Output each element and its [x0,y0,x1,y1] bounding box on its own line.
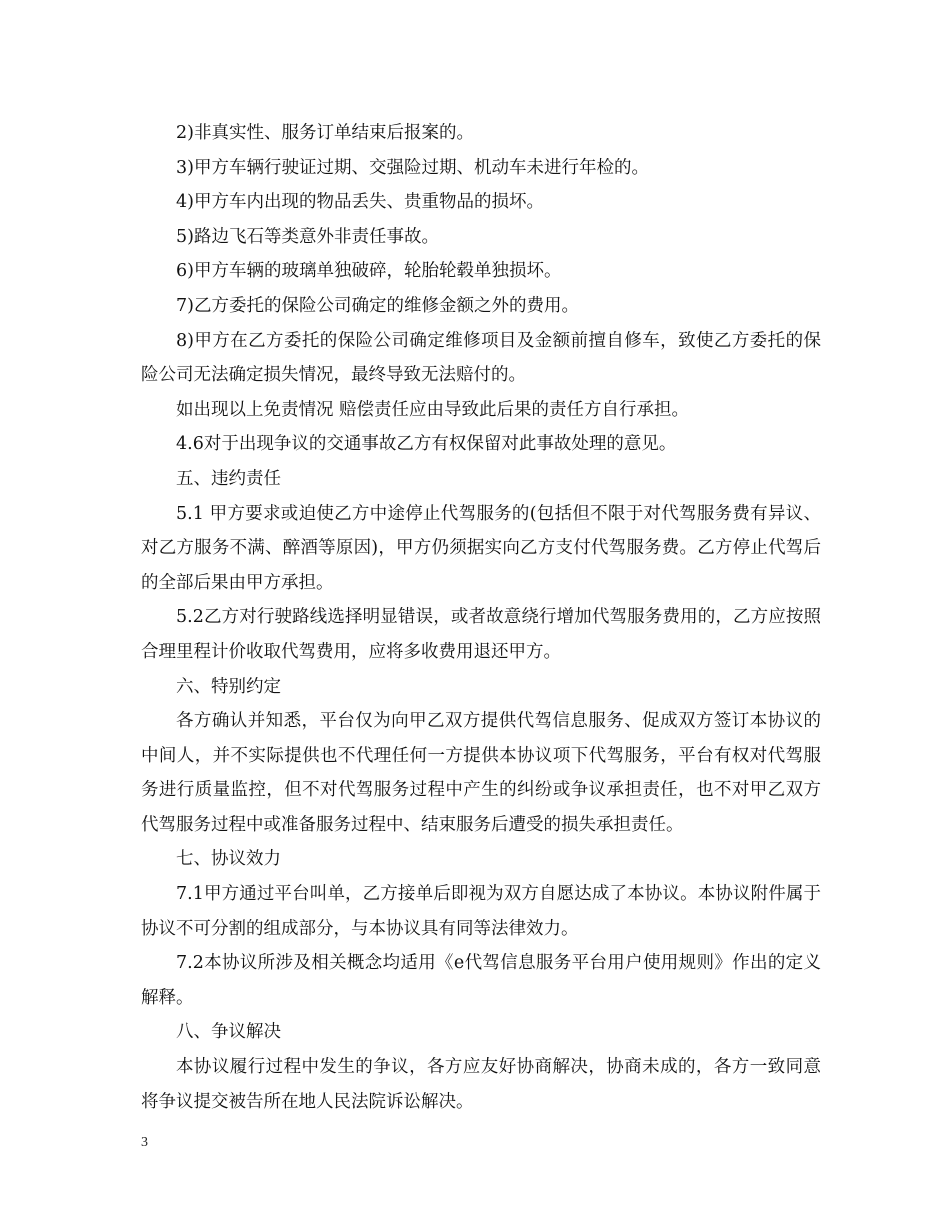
exemption-item-3: 3)甲方车辆行驶证过期、交强险过期、机动车未进行年检的。 [176,157,649,178]
exemption-item-7: 7)乙方委托的保险公司确定的维修金额之外的费用。 [176,295,579,316]
exemption-item-5: 5)路边飞石等类意外非责任事故。 [176,226,439,247]
special-terms-paragraph: 各方确认并知悉，平台仅为向甲乙双方提供代驾信息服务、促成双方签订本协议的中间人，并不实际提供也不代理任何一方提供本协议项下代驾服务，平台有权对代驾服务进行质量监控，但不对代驾服务过程中产生的纠纷或争议承担责任，也不对甲乙双方代驾服务过程中或准备服务过程中、结束服务后遭受的损失承担责任。 [141,711,821,835]
clause-7-2: 7.2本协议所涉及相关概念均适用《e代驾信息服务平台用户使用规则》作出的定义解释。 [141,953,821,1008]
document-body [141,116,821,1119]
exemption-item-2: 2)非真实性、服务订单结束后报案的。 [176,123,474,143]
section-heading-special: 六、特别约定 [176,676,281,697]
clause-5-1: 5.1 甲方要求或迫使乙方中途停止代驾服务的(包括但不限于对代驾服务费有异议、对乙方服务不满、醉酒等原因)，甲方仍须据实向乙方支付代驾服务费。乙方停止代驾后的全部后果由甲方承担。 [141,503,821,593]
exemption-item-4: 4)甲方车内出现的物品丢失、贵重物品的损坏。 [176,192,544,213]
clause-7-1: 7.1甲方通过平台叫单，乙方接单后即视为双方自愿达成了本协议。本协议附件属于协议不可分割的组成部分，与本协议具有同等法律效力。 [141,884,821,939]
section-heading-dispute: 八、争议解决 [176,1022,281,1043]
clause-5-2: 5.2乙方对行驶路线选择明显错误，或者故意绕行增加代驾服务费用的，乙方应按照合理里程计价收取代驾费用，应将多收费用退还甲方。 [141,607,821,662]
dispute-paragraph: 本协议履行过程中发生的争议，各方应友好协商解决，协商未成的，各方一致同意将争议提交被告所在地人民法院诉讼解决。 [141,1057,821,1112]
clause-4-6: 4.6对于出现争议的交通事故乙方有权保留对此事故处理的意见。 [176,434,677,455]
exemption-item-8: 8)甲方在乙方委托的保险公司确定维修项目及金额前擅自修车，致使乙方委托的保险公司无法确定损失情况，最终导致无法赔付的。 [141,330,821,386]
exemption-note: 如出现以上免责情况 赔偿责任应由导致此后果的责任方自行承担。 [176,399,690,420]
page-number: 3 [141,1135,148,1150]
exemption-item-6: 6)甲方车辆的玻璃单独破碎，轮胎轮毂单独损坏。 [176,261,562,282]
section-heading-effect: 七、协议效力 [176,849,281,870]
section-heading-breach: 五、违约责任 [176,468,281,489]
